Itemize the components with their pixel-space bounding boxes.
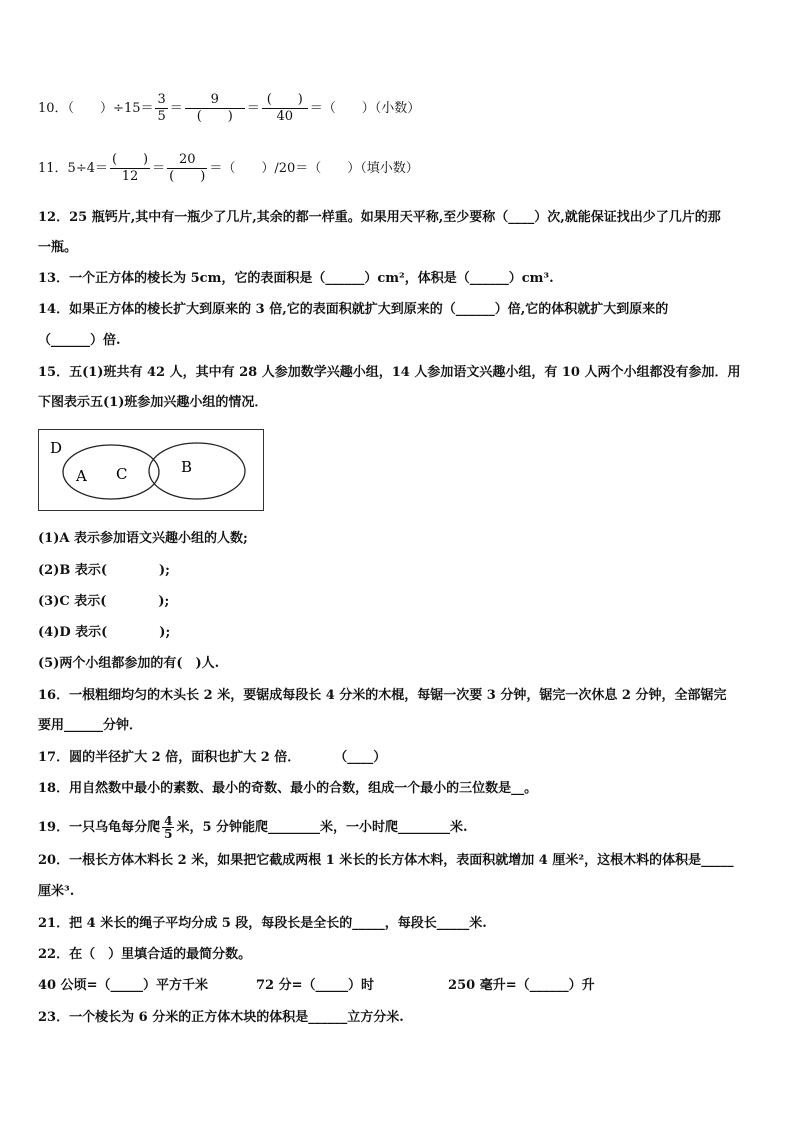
fraction-numerator: 3 — [157, 92, 166, 107]
question-15-line-2: 下图表示五(1)班参加兴趣小组的情况． — [38, 395, 268, 410]
question-15-sub-4: (4)D 表示( ); — [38, 625, 171, 640]
question-15-sub-1: (1)A 表示参加语文兴趣小组的人数; — [38, 531, 248, 546]
fraction-denominator: 5 — [164, 827, 173, 841]
fraction-denominator: 40 — [276, 109, 294, 124]
q10-part1: （ ）÷15＝ — [67, 101, 154, 116]
question-15-line-1: 15．五(1)班共有 42 人，其中有 28 人参加数学兴趣小组，14 人参加语文兴趣小组，有 10 人两个小组都没有参加．用 — [38, 365, 741, 380]
question-17 — [38, 750, 386, 766]
question-14-line-1: 14．如果正方体的棱长扩大到原来的 3 倍,它的表面积就扩大到原来的（______）倍,它的体积就扩大到原来的 — [38, 302, 669, 317]
q11-part1: 5÷4＝ — [67, 161, 108, 176]
q22-item-a: 40 公顷=（_____）平方千米 — [38, 978, 209, 993]
question-12-line-1: 12．25 瓶钙片,其中有一瓶少了几片,其余的都一样重。如果用天平称,至少要称（____）次,就能保证找出少了几片的那 — [38, 210, 721, 225]
question-12-line-2: 一瓶。 — [38, 240, 78, 255]
q22-item-c: 250 毫升=（______）升 — [448, 978, 595, 993]
venn-diagram — [38, 429, 264, 511]
q10-fraction-2 — [185, 92, 245, 125]
question-22-line-1: 22．在（ ）里填合适的最简分数。 — [38, 947, 252, 962]
q22-item-b: 72 分=（_____）时 — [256, 978, 375, 993]
question-15-sub-3: (3)C 表示( ); — [38, 594, 170, 609]
question-14-line-2: （______）倍. — [38, 333, 121, 348]
question-10 — [38, 92, 420, 125]
question-16-line-2: 要用______分钟． — [38, 718, 143, 733]
fraction-numerator: ( ) — [111, 152, 149, 167]
question-18: 18．用自然数中最小的素数、最小的奇数、最小的合数，组成一个最小的三位数是__。 — [38, 781, 538, 796]
question-11 — [38, 152, 419, 185]
question-20-line-2: 厘米³. — [38, 884, 75, 899]
q17-answer-blank: （____） — [334, 750, 387, 765]
q10-fraction-1 — [155, 92, 167, 125]
q10-prefix: 10． — [38, 101, 68, 116]
venn-ellipse-b — [149, 443, 245, 499]
q11-prefix: 11． — [38, 161, 68, 176]
equals-sign: ＝ — [152, 161, 166, 176]
fraction-numerator: 4 — [164, 814, 173, 828]
fraction-numerator: 9 — [185, 92, 245, 109]
fraction-denominator: ( ) — [169, 169, 206, 184]
venn-label-c: C — [116, 465, 128, 483]
fraction-denominator: ( ) — [196, 109, 233, 124]
q17-text: 17．圆的半径扩大 2 倍，面积也扩大 2 倍． — [38, 750, 301, 765]
question-19 — [38, 815, 468, 840]
q19-part2: 米，5 分钟能爬________米，一小时爬________米. — [176, 820, 468, 835]
venn-label-d: D — [50, 439, 63, 457]
fraction-denominator: 5 — [157, 109, 166, 124]
question-23: 23．一个棱长为 6 分米的正方体木块的体积是______立方分米. — [38, 1010, 404, 1025]
q11-fraction-2 — [167, 152, 207, 185]
fraction-numerator: ( ) — [262, 92, 308, 109]
q19-part1: 19．一只乌龟每分爬 — [38, 820, 161, 835]
q10-fraction-3 — [262, 92, 308, 125]
equals-sign: ＝ — [169, 101, 183, 116]
question-20-line-1: 20．一根长方体木料长 2 米，如果把它截成两根 1 米长的长方体木料，表面积就增加 4 厘米²，这根木料的体积是_____ — [38, 853, 734, 868]
question-22-line-2 — [38, 978, 595, 994]
q11-tail: ＝（ ）/20＝（ ）（填小数） — [209, 161, 419, 176]
question-16-line-1: 16．一根粗细均匀的木头长 2 米，要锯成每段长 4 分米的木棍，每锯一次要 3 分钟，锯完一次休息 2 分钟，全部锯完 — [38, 688, 727, 703]
fraction-numerator: 20 — [167, 152, 207, 169]
question-15-sub-2: (2)B 表示( ); — [38, 563, 170, 578]
question-21: 21．把 4 米长的绳子平均分成 5 段，每段长是全长的_____，每段长_____米. — [38, 916, 487, 931]
question-13: 13．一个正方体的棱长为 5cm，它的表面积是（______）cm²，体积是（______）cm³. — [38, 271, 554, 286]
q10-tail: ＝（ ）（小数） — [309, 101, 421, 116]
venn-label-b: B — [181, 458, 193, 476]
venn-universal-box — [39, 430, 264, 511]
equals-sign: ＝ — [246, 101, 260, 116]
question-15-sub-5: (5)两个小组都参加的有( )人. — [38, 656, 220, 671]
venn-label-a: A — [76, 467, 87, 485]
q19-fraction — [162, 815, 174, 840]
q11-fraction-1 — [110, 152, 150, 185]
fraction-denominator: 12 — [121, 169, 139, 184]
